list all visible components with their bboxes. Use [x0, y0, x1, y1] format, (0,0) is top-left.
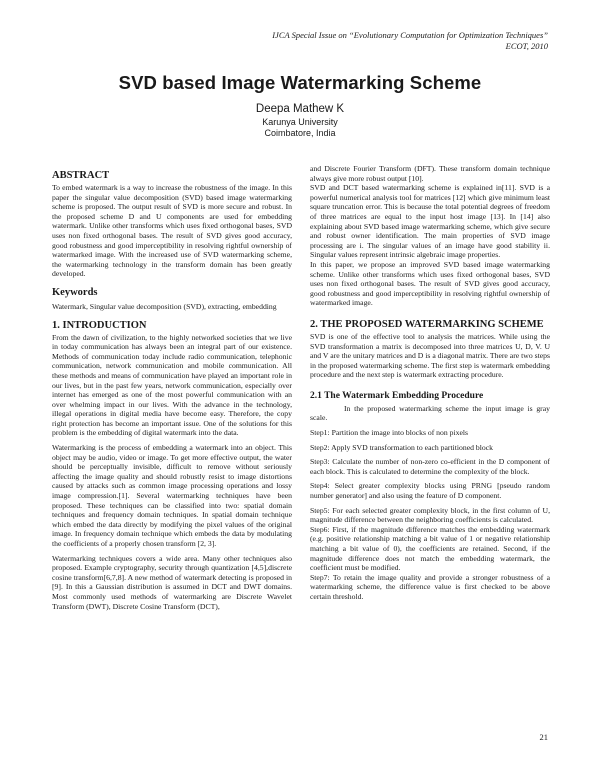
embedding-step-3: Step3: Calculate the number of non-zero co-efficient in the D component of each block. This is calculated to determine the complexity of the block.	[310, 457, 550, 476]
running-header	[148, 30, 548, 52]
page-number: 21	[539, 732, 548, 742]
header-line-ecot: ECOT, 2010	[505, 41, 548, 51]
author-location: Coimbatore, India	[264, 128, 336, 138]
embedding-procedure-heading: 2.1 The Watermark Embedding Procedure	[310, 390, 484, 401]
intro-paragraph-3: Watermarking techniques covers a wide area. Many other techniques also proposed. Example cryptography, security through quantization [4,5],discrete cosine transform[6,7,8]. A new method of watermark detecting is proposed in [9]. In this a Gaussian distribution is assumed in DCT and DWT domains. Most commonly used methods of watermarking are Discrete Wavelet Transform (DWT), Discrete Cosine Transform (DCT),	[52, 553, 292, 611]
proposed-scheme-text: SVD is one of the effective tool to analysis the matrices. While using the SVD transformation a matrix is decomposed into three matrices U, D, V. U and V are the unitary matrices and D is a diagonal matrix. There are two steps in the proposed watermarking scheme. The first step is watermark embedding procedure and the next step is watermark extracting procedure.	[310, 331, 550, 380]
right-column	[310, 164, 550, 602]
author-affiliation: Karunya University	[262, 117, 338, 127]
abstract-heading: ABSTRACT	[52, 170, 110, 181]
keywords-text: Watermark, Singular value decomposition (SVD), extracting, embedding	[52, 301, 277, 311]
intro-paragraph-2: Watermarking is the process of embedding a watermark into an object. This object may be audio, video or image. To get more effective output, the water should be perceptually invisible, difficult to remove without seriously affecting the image quality and should robustly resist to image distortions caused by attacks such as common image processing operations and lossy image compression.[1]. Several watermarking techniques have been proposed. These techniques can be classified into two: spatial domain techniques and frequency domain techniques. In spatial domain technique which embed the data directly by modifying the pixel values of the original image. In frequency domain technique which embeds the data by modulating the coefficients of a properly chosen transform [2, 3].	[52, 443, 292, 548]
embedding-step-2: Step2: Apply SVD transformation to each partitioned block	[310, 442, 493, 452]
embedding-step-6: Step6: First, if the magnitude difference matches the embedding watermark (e.g. positive relationship matching a bit value of 1 or negative relationship matching a bit value of 0), the coefficients are retained. Second, if the magnitude difference does not match the embedding watermark, the coefficient must be modified.	[310, 524, 550, 573]
intro-paragraph-1: From the dawn of civilization, to the highly networked societies that we live in today communication has always been an integral part of our existence. Methods of communication today include radio communication, telephonic communication, network communication and mobile communication. All these methods and means of communication have played an important role in our lives, but in the past few years, network communication, especially over internet has emerged as one of the most powerful communication with an over whelming impact in our lives. With the advance in the technology, illegal operations in digital media have become easy. Therefore, the copy right protection has become an important issue. One of the solutions for this problem is the embedding of digital watermark into the data.	[52, 332, 292, 438]
keywords-heading: Keywords	[52, 286, 98, 298]
embedding-step-7: Step7: To retain the image quality and provide a stronger robustness of a watermarking scheme, the difference value is first checked to be above certain threshold.	[310, 572, 550, 601]
author-name: Deepa Mathew K	[255, 103, 345, 115]
embedding-step-4: Step4: Select greater complexity blocks using PRNG [pseudo random number generator] and also using the feature of D component.	[310, 481, 550, 501]
embedding-intro: In the proposed watermarking scheme the input image is gray scale.	[310, 403, 550, 423]
header-line-journal: IJCA Special Issue on “Evolutionary Computation for Optimization Techniques”	[272, 30, 548, 40]
introduction-heading: 1. INTRODUCTION	[52, 319, 147, 331]
author-block	[0, 102, 600, 139]
intro-paragraph-5: In this paper, we propose an improved SVD based image watermarking scheme. Unlike other transforms which uses fixed orthogonal bases, SVD uses non fixed orthogonal bases. The result of SVD gives good accuracy, good robustness and good imperceptibility in resolving rightful ownership of watermarked image.	[310, 259, 550, 308]
embedding-step-1: Step1: Partition the image into blocks of non pixels	[310, 428, 469, 438]
proposed-scheme-heading: 2. THE PROPOSED WATERMARKING SCHEME	[310, 318, 544, 330]
intro-paragraph-3-continued: and Discrete Fourier Transform (DFT). These transform domain technique always give more robust output [10].	[310, 164, 550, 183]
intro-paragraph-4: SVD and DCT based watermarking scheme is explained in[11]. SVD is a powerful numerical analysis tool for matrices [12] which give minimum least square truncation error. This is because the total potential degrees of freedom of three matrices are equal to the input host image [13]. In [14] also explaining about SVD based image watermarking scheme, which give secure and robust owner identification. The main properties of SVD image processing are i. The singular values of an image have good stability ii. Singular values represent intrinsic algebraic image properties.	[310, 183, 550, 260]
embedding-step-5: Step5: For each selected greater complexity block, in the first column of U, magnitude difference between the neighboring coefficients is calculated.	[310, 505, 550, 525]
abstract-text: To embed watermark is a way to increase the robustness of the image. In this paper the singular value decomposition (SVD) based image watermarking scheme is proposed. The output result of SVD is more secure and robust. In the proposed scheme D and U components are used for embedding watermark. Unlike other transforms which uses fixed orthogonal bases, SVD uses non fixed orthogonal bases. The result of SVD gives good accuracy, good robustness and good imperceptibility in resolving rightful ownership of watermarked image. With the increased use of SVD watermarking scheme, the watermarking technology in the transform domain has been greatly developed.	[52, 183, 292, 279]
paper-title: SVD based Image Watermarking Scheme	[118, 72, 482, 93]
left-column	[52, 170, 292, 611]
